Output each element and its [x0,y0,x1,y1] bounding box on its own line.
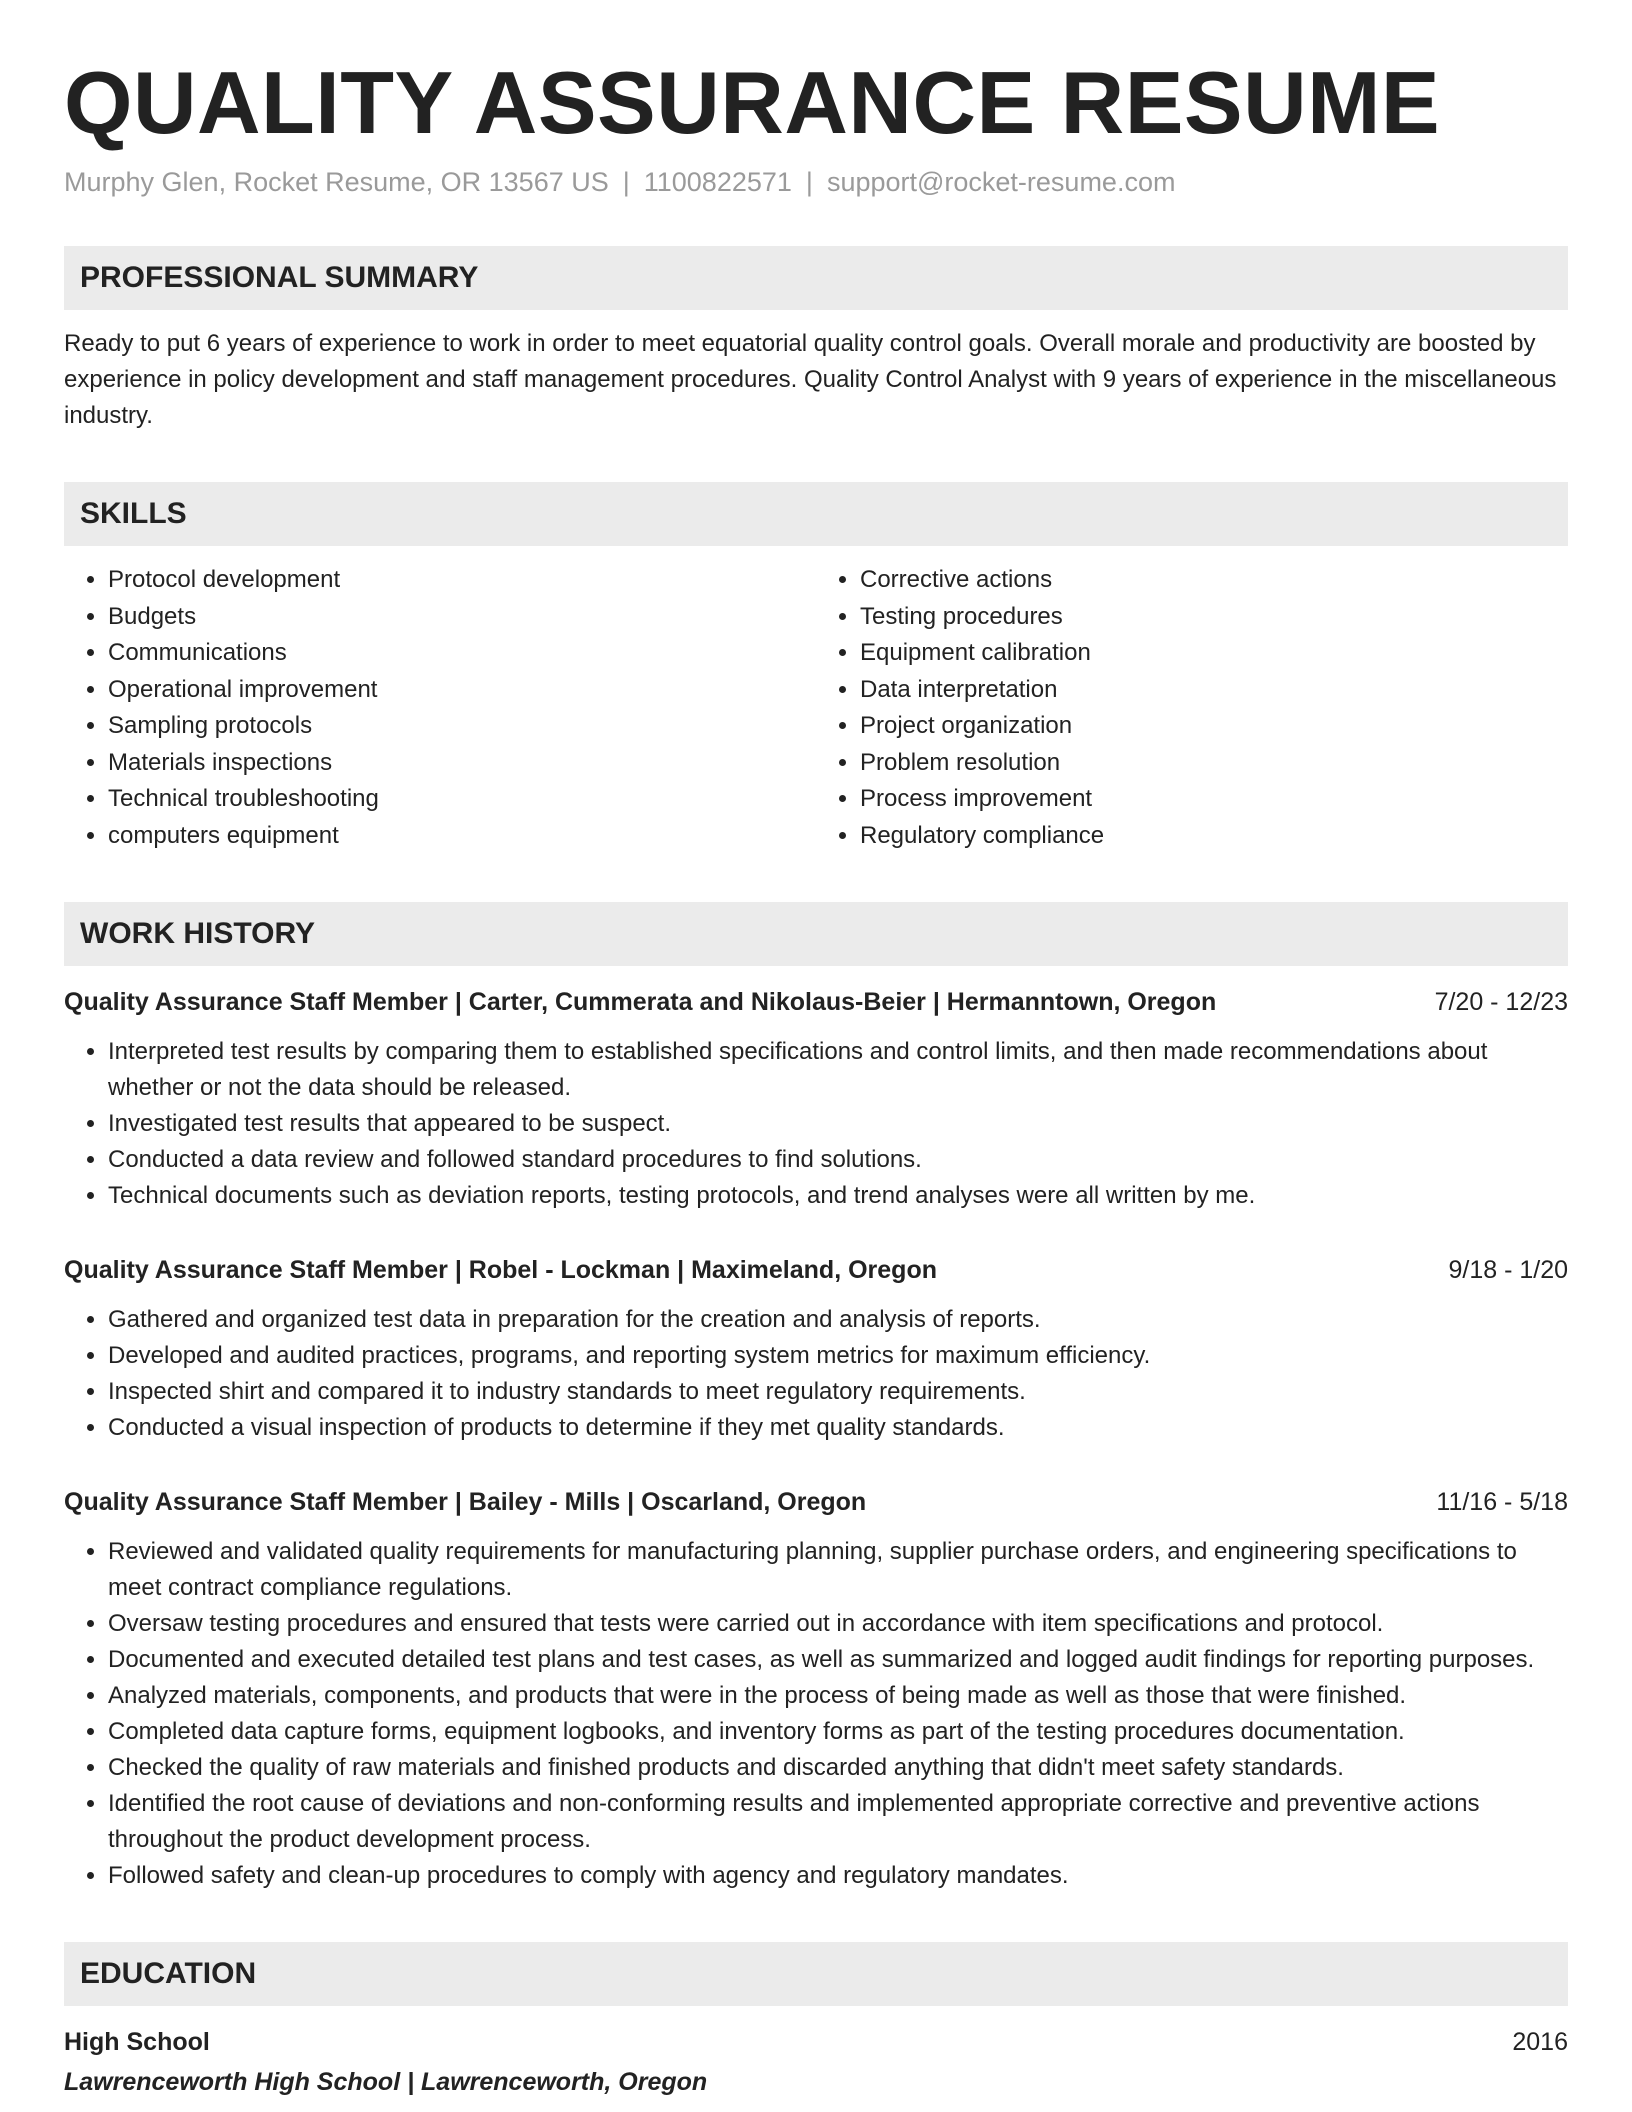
section-header-summary: PROFESSIONAL SUMMARY [64,246,1568,310]
job-header [64,1482,1568,1522]
job-bullet: • Conducted a visual inspection of products to determine if they met quality standards. [108,1410,1568,1446]
section-header-skills: SKILLS [64,482,1568,546]
job-bullet: • Documented and executed detailed test plans and test cases, as well as summarized and logged audit findings for reporting purposes. [108,1642,1568,1678]
summary-text: Ready to put 6 years of experience to work in order to meet equatorial quality control goals. Overall morale and productivity are boosted by experience in policy development and staff management procedures. Quality Control Analyst with 9 years of experience in the miscellaneous industry. [64,330,1557,430]
skill-item: • Corrective actions [860,562,1568,599]
job-bullet: • Identified the root cause of deviations and non-conforming results and implemented appropriate corrective and preventive actions throughout the product development process. [108,1786,1568,1858]
job-dates: 9/18 - 1/20 [1448,1256,1568,1285]
skill-item: • Regulatory compliance [860,818,1568,855]
job-header [64,1250,1568,1290]
skill-item: • Equipment calibration [860,635,1568,672]
contact-address: Murphy Glen, Rocket Resume, OR 13567 US [64,167,609,198]
job-bullets [64,1034,1568,1214]
job-entry [64,982,1568,1214]
skill-item: • Budgets [108,599,816,636]
job-bullet: • Followed safety and clean-up procedures to comply with agency and regulatory mandates. [108,1858,1568,1894]
job-bullet: • Oversaw testing procedures and ensured that tests were carried out in accordance with item specifications and protocol. [108,1606,1568,1642]
job-title: Quality Assurance Staff Member | Carter, Cummerata and Nikolaus-Beier | Hermanntown, Oregon [64,988,1217,1017]
job-bullet: • Developed and audited practices, programs, and reporting system metrics for maximum efficiency. [108,1338,1568,1374]
job-bullet: • Interpreted test results by comparing them to established specifications and control limits, and then made recommendations about whether or not the data should be released. [108,1034,1568,1106]
skill-item: • Testing procedures [860,599,1568,636]
contact-email: support@rocket-resume.com [826,167,1176,198]
skill-item: • Process improvement [860,781,1568,818]
job-bullet: • Inspected shirt and compared it to industry standards to meet regulatory requirements. [108,1374,1568,1410]
skill-item: • Operational improvement [108,672,816,709]
job-entry [64,1482,1568,1894]
job-bullet: • Completed data capture forms, equipment logbooks, and inventory forms as part of the testing procedures documentation. [108,1714,1568,1750]
education-year: 2016 [1512,2028,1568,2057]
education-degree: High School [64,2028,210,2057]
job-bullet: • Reviewed and validated quality requirements for manufacturing planning, supplier purchase orders, and engineering specifications to meet contract compliance regulations. [108,1534,1568,1606]
job-header [64,982,1568,1022]
job-dates: 11/16 - 5/18 [1436,1488,1568,1517]
job-bullet: • Analyzed materials, components, and products that were in the process of being made as well as those that were finished. [108,1678,1568,1714]
skills-column-left [64,562,816,854]
resume-title: QUALITY ASSURANCE RESUME [64,53,1441,152]
job-bullet: • Conducted a data review and followed standard procedures to find solutions. [108,1142,1568,1178]
contact-phone: 1100822571 [643,167,792,198]
section-header-work-history: WORK HISTORY [64,902,1568,966]
skills-column-right [816,562,1568,854]
job-bullet: • Technical documents such as deviation reports, testing protocols, and trend analyses were all written by me. [108,1178,1568,1214]
job-bullets [64,1534,1568,1894]
skill-item: • Data interpretation [860,672,1568,709]
education-header [64,2022,1568,2062]
skill-item: • Project organization [860,708,1568,745]
job-bullet: • Investigated test results that appeared to be suspect. [108,1106,1568,1142]
job-bullet: • Checked the quality of raw materials and finished products and discarded anything that didn't meet safety standards. [108,1750,1568,1786]
education-entry [64,2022,1568,2102]
contact-line [64,167,1568,198]
skill-item: • Materials inspections [108,745,816,782]
job-title: Quality Assurance Staff Member | Bailey - Mills | Oscarland, Oregon [64,1488,867,1517]
skill-item: • Problem resolution [860,745,1568,782]
job-entry [64,1250,1568,1446]
job-bullets [64,1302,1568,1446]
job-dates: 7/20 - 12/23 [1434,988,1568,1017]
skill-item: • Sampling protocols [108,708,816,745]
skill-item: • Technical troubleshooting [108,781,816,818]
skill-item: • Protocol development [108,562,816,599]
skills-list [64,562,1568,854]
job-bullet: • Gathered and organized test data in preparation for the creation and analysis of reports. [108,1302,1568,1338]
education-school: Lawrenceworth High School | Lawrenceworth, Oregon [64,2068,708,2097]
section-header-education: EDUCATION [64,1942,1568,2006]
contact-separator: | [805,167,813,198]
contact-separator: | [622,167,630,198]
skill-item: • Communications [108,635,816,672]
skill-item: • computers equipment [108,818,816,855]
job-title: Quality Assurance Staff Member | Robel - Lockman | Maximeland, Oregon [64,1256,937,1285]
